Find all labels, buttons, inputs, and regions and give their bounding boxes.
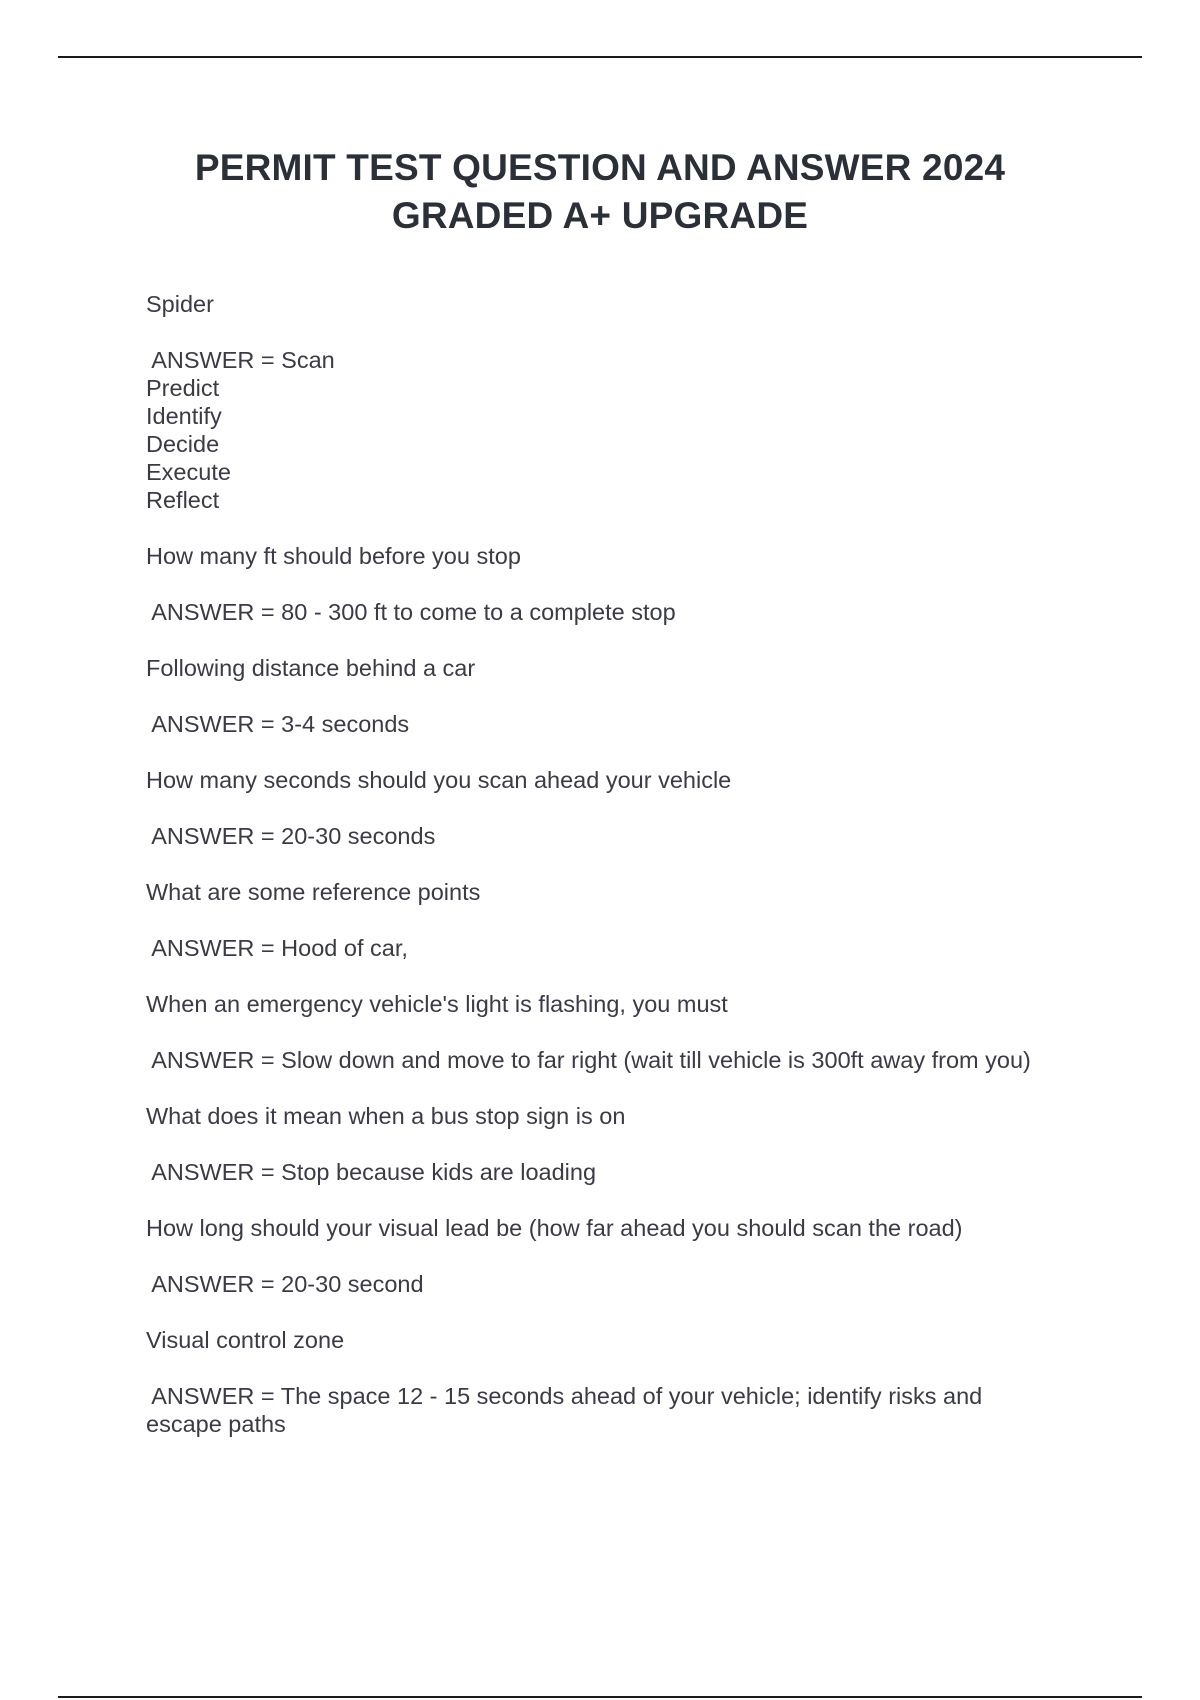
- answer-text: [146, 1382, 1076, 1438]
- answer-line: Predict: [146, 375, 220, 401]
- answer-line: Execute: [146, 459, 231, 485]
- qa-item: [146, 542, 1076, 626]
- qa-item: [146, 290, 1076, 514]
- answer-text: [146, 346, 1076, 514]
- answer-text: [146, 934, 1076, 962]
- question-text: When an emergency vehicle's light is flashing, you must: [146, 991, 728, 1017]
- qa-item: [146, 766, 1076, 850]
- answer-line: Decide: [146, 431, 220, 457]
- question-text: Visual control zone: [146, 1327, 345, 1353]
- title-line-1: PERMIT TEST QUESTION AND ANSWER 2024: [194, 147, 1006, 188]
- question-text: What are some reference points: [146, 879, 481, 905]
- qa-item: [146, 990, 1076, 1074]
- qa-item: [146, 1214, 1076, 1298]
- bottom-rule: [58, 1696, 1142, 1698]
- answer-text: [146, 822, 1076, 850]
- qa-item: [146, 1102, 1076, 1186]
- answer-line: ANSWER = 3-4 seconds: [146, 711, 410, 737]
- answer-text: [146, 598, 1076, 626]
- qa-item: [146, 654, 1076, 738]
- answer-line: ANSWER = Scan: [146, 347, 335, 373]
- title-line-2: GRADED A+ UPGRADE: [391, 195, 809, 236]
- question-text: How many ft should before you stop: [146, 543, 521, 569]
- qa-list: [146, 290, 1076, 1466]
- answer-line: ANSWER = Stop because kids are loading: [146, 1159, 597, 1185]
- answer-line: ANSWER = The space 12 - 15 seconds ahead of your vehicle; identify risks and: [146, 1383, 983, 1409]
- answer-text: [146, 1046, 1076, 1074]
- answer-text: [146, 710, 1076, 738]
- question-text: Spider: [146, 291, 214, 317]
- answer-line: ANSWER = 20-30 second: [146, 1271, 424, 1297]
- answer-line: escape paths: [146, 1411, 286, 1437]
- answer-line: ANSWER = Slow down and move to far right (wait till vehicle is 300ft away from you): [146, 1047, 1031, 1073]
- answer-line: ANSWER = Hood of car,: [146, 935, 408, 961]
- answer-line: Identify: [146, 403, 222, 429]
- question-text: How long should your visual lead be (how far ahead you should scan the road): [146, 1215, 963, 1241]
- answer-text: [146, 1158, 1076, 1186]
- answer-line: ANSWER = 20-30 seconds: [146, 823, 436, 849]
- qa-item: [146, 878, 1076, 962]
- qa-item: [146, 1326, 1076, 1438]
- answer-line: ANSWER = 80 - 300 ft to come to a complete stop: [146, 599, 676, 625]
- answer-line: Reflect: [146, 487, 220, 513]
- question-text: What does it mean when a bus stop sign is on: [146, 1103, 626, 1129]
- question-text: Following distance behind a car: [146, 655, 476, 681]
- question-text: How many seconds should you scan ahead your vehicle: [146, 767, 732, 793]
- answer-text: [146, 1270, 1076, 1298]
- page-title: [100, 144, 1100, 240]
- top-rule: [58, 56, 1142, 58]
